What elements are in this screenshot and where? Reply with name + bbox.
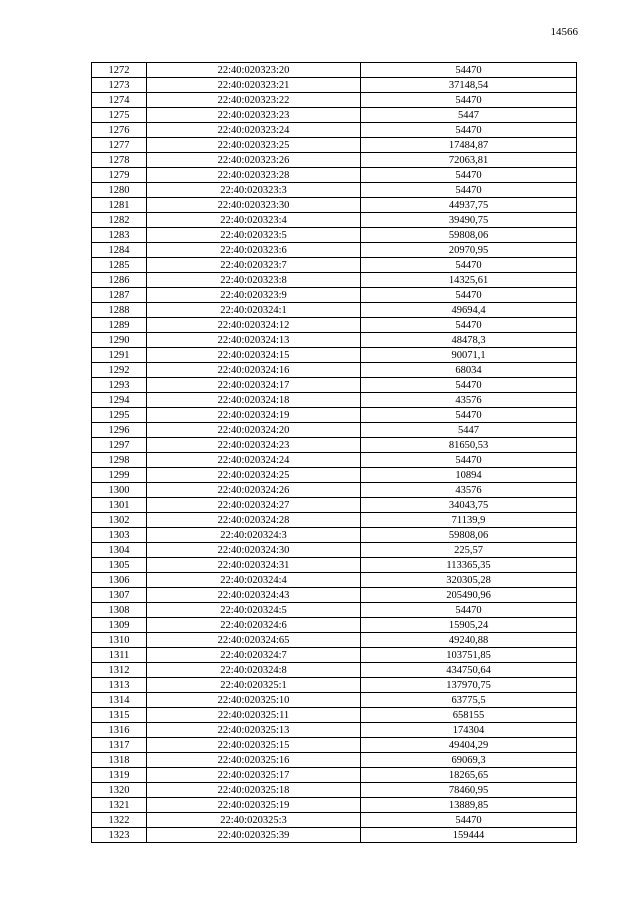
table-row bbox=[92, 693, 577, 708]
row-number-cell: 1310 bbox=[92, 633, 147, 648]
table-row bbox=[92, 768, 577, 783]
cadastral-number-cell: 22:40:020323:30 bbox=[147, 198, 361, 213]
value-cell: 54470 bbox=[361, 288, 577, 303]
table-row bbox=[92, 783, 577, 798]
row-number-cell: 1316 bbox=[92, 723, 147, 738]
row-number-cell: 1318 bbox=[92, 753, 147, 768]
table-row bbox=[92, 183, 577, 198]
row-number-cell: 1323 bbox=[92, 828, 147, 843]
value-cell: 78460,95 bbox=[361, 783, 577, 798]
cadastral-number-cell: 22:40:020324:15 bbox=[147, 348, 361, 363]
row-number-cell: 1322 bbox=[92, 813, 147, 828]
value-cell: 54470 bbox=[361, 123, 577, 138]
value-cell: 54470 bbox=[361, 258, 577, 273]
cadastral-number-cell: 22:40:020324:6 bbox=[147, 618, 361, 633]
table-row bbox=[92, 348, 577, 363]
table-row bbox=[92, 423, 577, 438]
value-cell: 54470 bbox=[361, 603, 577, 618]
cadastral-number-cell: 22:40:020324:7 bbox=[147, 648, 361, 663]
table-row bbox=[92, 528, 577, 543]
value-cell: 49404,29 bbox=[361, 738, 577, 753]
value-cell: 434750,64 bbox=[361, 663, 577, 678]
cadastral-number-cell: 22:40:020323:28 bbox=[147, 168, 361, 183]
cadastral-number-cell: 22:40:020323:24 bbox=[147, 123, 361, 138]
row-number-cell: 1300 bbox=[92, 483, 147, 498]
table-row bbox=[92, 813, 577, 828]
row-number-cell: 1284 bbox=[92, 243, 147, 258]
table-row bbox=[92, 573, 577, 588]
cadastral-number-cell: 22:40:020324:20 bbox=[147, 423, 361, 438]
row-number-cell: 1304 bbox=[92, 543, 147, 558]
row-number-cell: 1286 bbox=[92, 273, 147, 288]
row-number-cell: 1313 bbox=[92, 678, 147, 693]
row-number-cell: 1306 bbox=[92, 573, 147, 588]
cadastral-number-cell: 22:40:020325:13 bbox=[147, 723, 361, 738]
table-row bbox=[92, 363, 577, 378]
value-cell: 13889,85 bbox=[361, 798, 577, 813]
row-number-cell: 1301 bbox=[92, 498, 147, 513]
row-number-cell: 1292 bbox=[92, 363, 147, 378]
table-row bbox=[92, 78, 577, 93]
cadastral-number-cell: 22:40:020324:31 bbox=[147, 558, 361, 573]
row-number-cell: 1282 bbox=[92, 213, 147, 228]
value-cell: 5447 bbox=[361, 423, 577, 438]
cadastral-number-cell: 22:40:020325:1 bbox=[147, 678, 361, 693]
table-row bbox=[92, 303, 577, 318]
cadastral-number-cell: 22:40:020325:11 bbox=[147, 708, 361, 723]
table-row bbox=[92, 498, 577, 513]
table-row bbox=[92, 663, 577, 678]
row-number-cell: 1319 bbox=[92, 768, 147, 783]
cadastral-number-cell: 22:40:020324:18 bbox=[147, 393, 361, 408]
cadastral-number-cell: 22:40:020324:43 bbox=[147, 588, 361, 603]
table-row bbox=[92, 483, 577, 498]
table-row bbox=[92, 243, 577, 258]
value-cell: 81650,53 bbox=[361, 438, 577, 453]
cadastral-number-cell: 22:40:020324:5 bbox=[147, 603, 361, 618]
row-number-cell: 1273 bbox=[92, 78, 147, 93]
table-row bbox=[92, 168, 577, 183]
row-number-cell: 1307 bbox=[92, 588, 147, 603]
value-cell: 54470 bbox=[361, 813, 577, 828]
row-number-cell: 1305 bbox=[92, 558, 147, 573]
table-row bbox=[92, 633, 577, 648]
value-cell: 69069,3 bbox=[361, 753, 577, 768]
row-number-cell: 1293 bbox=[92, 378, 147, 393]
table-row bbox=[92, 108, 577, 123]
cadastral-number-cell: 22:40:020323:6 bbox=[147, 243, 361, 258]
value-cell: 90071,1 bbox=[361, 348, 577, 363]
table-row bbox=[92, 273, 577, 288]
row-number-cell: 1276 bbox=[92, 123, 147, 138]
cadastral-number-cell: 22:40:020324:19 bbox=[147, 408, 361, 423]
table-body bbox=[92, 63, 577, 843]
table-row bbox=[92, 648, 577, 663]
cadastral-number-cell: 22:40:020323:9 bbox=[147, 288, 361, 303]
row-number-cell: 1290 bbox=[92, 333, 147, 348]
cadastral-number-cell: 22:40:020323:22 bbox=[147, 93, 361, 108]
value-cell: 113365,35 bbox=[361, 558, 577, 573]
value-cell: 103751,85 bbox=[361, 648, 577, 663]
row-number-cell: 1312 bbox=[92, 663, 147, 678]
row-number-cell: 1298 bbox=[92, 453, 147, 468]
cadastral-number-cell: 22:40:020325:3 bbox=[147, 813, 361, 828]
value-cell: 205490,96 bbox=[361, 588, 577, 603]
cadastral-number-cell: 22:40:020325:18 bbox=[147, 783, 361, 798]
table-row bbox=[92, 828, 577, 843]
cadastral-number-cell: 22:40:020324:3 bbox=[147, 528, 361, 543]
value-cell: 71139,9 bbox=[361, 513, 577, 528]
row-number-cell: 1314 bbox=[92, 693, 147, 708]
row-number-cell: 1278 bbox=[92, 153, 147, 168]
table-row bbox=[92, 198, 577, 213]
value-cell: 54470 bbox=[361, 63, 577, 78]
row-number-cell: 1303 bbox=[92, 528, 147, 543]
value-cell: 43576 bbox=[361, 393, 577, 408]
row-number-cell: 1299 bbox=[92, 468, 147, 483]
cadastral-number-cell: 22:40:020324:23 bbox=[147, 438, 361, 453]
table-row bbox=[92, 288, 577, 303]
table-row bbox=[92, 228, 577, 243]
table-row bbox=[92, 438, 577, 453]
table-row bbox=[92, 513, 577, 528]
row-number-cell: 1294 bbox=[92, 393, 147, 408]
page-number: 14566 bbox=[550, 26, 578, 38]
value-cell: 37148,54 bbox=[361, 78, 577, 93]
table-row bbox=[92, 723, 577, 738]
cadastral-number-cell: 22:40:020324:27 bbox=[147, 498, 361, 513]
cadastral-number-cell: 22:40:020324:13 bbox=[147, 333, 361, 348]
cadastral-number-cell: 22:40:020325:39 bbox=[147, 828, 361, 843]
cadastral-table bbox=[91, 62, 577, 843]
table-row bbox=[92, 393, 577, 408]
cadastral-number-cell: 22:40:020323:26 bbox=[147, 153, 361, 168]
row-number-cell: 1272 bbox=[92, 63, 147, 78]
cadastral-number-cell: 22:40:020323:25 bbox=[147, 138, 361, 153]
table-row bbox=[92, 588, 577, 603]
row-number-cell: 1274 bbox=[92, 93, 147, 108]
row-number-cell: 1315 bbox=[92, 708, 147, 723]
value-cell: 54470 bbox=[361, 183, 577, 198]
value-cell: 54470 bbox=[361, 93, 577, 108]
table-row bbox=[92, 753, 577, 768]
row-number-cell: 1281 bbox=[92, 198, 147, 213]
row-number-cell: 1275 bbox=[92, 108, 147, 123]
value-cell: 59808,06 bbox=[361, 528, 577, 543]
cadastral-number-cell: 22:40:020324:65 bbox=[147, 633, 361, 648]
row-number-cell: 1279 bbox=[92, 168, 147, 183]
row-number-cell: 1283 bbox=[92, 228, 147, 243]
table-row bbox=[92, 258, 577, 273]
table-row bbox=[92, 123, 577, 138]
table-row bbox=[92, 408, 577, 423]
cadastral-number-cell: 22:40:020324:12 bbox=[147, 318, 361, 333]
table-row bbox=[92, 543, 577, 558]
cadastral-number-cell: 22:40:020323:23 bbox=[147, 108, 361, 123]
value-cell: 10894 bbox=[361, 468, 577, 483]
table-row bbox=[92, 603, 577, 618]
table-row bbox=[92, 378, 577, 393]
value-cell: 159444 bbox=[361, 828, 577, 843]
table-row bbox=[92, 798, 577, 813]
value-cell: 658155 bbox=[361, 708, 577, 723]
value-cell: 48478,3 bbox=[361, 333, 577, 348]
value-cell: 5447 bbox=[361, 108, 577, 123]
cadastral-number-cell: 22:40:020324:1 bbox=[147, 303, 361, 318]
row-number-cell: 1302 bbox=[92, 513, 147, 528]
value-cell: 17484,87 bbox=[361, 138, 577, 153]
cadastral-number-cell: 22:40:020324:24 bbox=[147, 453, 361, 468]
table-row bbox=[92, 138, 577, 153]
value-cell: 49694,4 bbox=[361, 303, 577, 318]
value-cell: 54470 bbox=[361, 378, 577, 393]
cadastral-number-cell: 22:40:020324:25 bbox=[147, 468, 361, 483]
row-number-cell: 1311 bbox=[92, 648, 147, 663]
value-cell: 63775,5 bbox=[361, 693, 577, 708]
cadastral-number-cell: 22:40:020323:20 bbox=[147, 63, 361, 78]
cadastral-number-cell: 22:40:020324:4 bbox=[147, 573, 361, 588]
cadastral-number-cell: 22:40:020324:17 bbox=[147, 378, 361, 393]
cadastral-number-cell: 22:40:020324:26 bbox=[147, 483, 361, 498]
table-row bbox=[92, 618, 577, 633]
cadastral-number-cell: 22:40:020323:3 bbox=[147, 183, 361, 198]
row-number-cell: 1308 bbox=[92, 603, 147, 618]
value-cell: 43576 bbox=[361, 483, 577, 498]
value-cell: 225,57 bbox=[361, 543, 577, 558]
value-cell: 54470 bbox=[361, 318, 577, 333]
row-number-cell: 1321 bbox=[92, 798, 147, 813]
table-row bbox=[92, 333, 577, 348]
row-number-cell: 1280 bbox=[92, 183, 147, 198]
table-row bbox=[92, 318, 577, 333]
row-number-cell: 1289 bbox=[92, 318, 147, 333]
value-cell: 14325,61 bbox=[361, 273, 577, 288]
cadastral-number-cell: 22:40:020325:19 bbox=[147, 798, 361, 813]
value-cell: 68034 bbox=[361, 363, 577, 378]
value-cell: 18265,65 bbox=[361, 768, 577, 783]
value-cell: 49240,88 bbox=[361, 633, 577, 648]
cadastral-number-cell: 22:40:020323:4 bbox=[147, 213, 361, 228]
row-number-cell: 1288 bbox=[92, 303, 147, 318]
table-row bbox=[92, 93, 577, 108]
row-number-cell: 1317 bbox=[92, 738, 147, 753]
value-cell: 59808,06 bbox=[361, 228, 577, 243]
cadastral-number-cell: 22:40:020323:5 bbox=[147, 228, 361, 243]
value-cell: 174304 bbox=[361, 723, 577, 738]
row-number-cell: 1291 bbox=[92, 348, 147, 363]
cadastral-number-cell: 22:40:020324:8 bbox=[147, 663, 361, 678]
cadastral-number-cell: 22:40:020324:16 bbox=[147, 363, 361, 378]
row-number-cell: 1320 bbox=[92, 783, 147, 798]
cadastral-number-cell: 22:40:020324:28 bbox=[147, 513, 361, 528]
table-row bbox=[92, 63, 577, 78]
cadastral-number-cell: 22:40:020325:10 bbox=[147, 693, 361, 708]
value-cell: 44937,75 bbox=[361, 198, 577, 213]
cadastral-number-cell: 22:40:020325:17 bbox=[147, 768, 361, 783]
value-cell: 54470 bbox=[361, 168, 577, 183]
value-cell: 54470 bbox=[361, 408, 577, 423]
value-cell: 15905,24 bbox=[361, 618, 577, 633]
row-number-cell: 1295 bbox=[92, 408, 147, 423]
table-row bbox=[92, 708, 577, 723]
row-number-cell: 1285 bbox=[92, 258, 147, 273]
cadastral-number-cell: 22:40:020323:21 bbox=[147, 78, 361, 93]
value-cell: 20970,95 bbox=[361, 243, 577, 258]
value-cell: 34043,75 bbox=[361, 498, 577, 513]
table-row bbox=[92, 453, 577, 468]
table-row bbox=[92, 678, 577, 693]
value-cell: 54470 bbox=[361, 453, 577, 468]
row-number-cell: 1277 bbox=[92, 138, 147, 153]
table-row bbox=[92, 213, 577, 228]
table-row bbox=[92, 558, 577, 573]
table-row bbox=[92, 468, 577, 483]
value-cell: 72063,81 bbox=[361, 153, 577, 168]
cadastral-number-cell: 22:40:020325:16 bbox=[147, 753, 361, 768]
row-number-cell: 1297 bbox=[92, 438, 147, 453]
table-row bbox=[92, 153, 577, 168]
cadastral-number-cell: 22:40:020325:15 bbox=[147, 738, 361, 753]
row-number-cell: 1287 bbox=[92, 288, 147, 303]
value-cell: 320305,28 bbox=[361, 573, 577, 588]
value-cell: 39490,75 bbox=[361, 213, 577, 228]
cadastral-number-cell: 22:40:020323:7 bbox=[147, 258, 361, 273]
cadastral-number-cell: 22:40:020324:30 bbox=[147, 543, 361, 558]
row-number-cell: 1309 bbox=[92, 618, 147, 633]
cadastral-number-cell: 22:40:020323:8 bbox=[147, 273, 361, 288]
table-row bbox=[92, 738, 577, 753]
value-cell: 137970,75 bbox=[361, 678, 577, 693]
row-number-cell: 1296 bbox=[92, 423, 147, 438]
